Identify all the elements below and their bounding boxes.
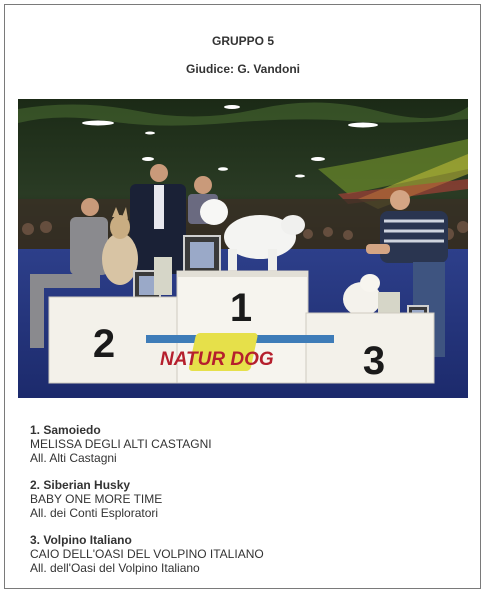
result-dog-name: MELISSA DEGLI ALTI CASTAGNI bbox=[30, 437, 212, 451]
result-entry-2 bbox=[30, 478, 264, 520]
group-title: GRUPPO 5 bbox=[211, 34, 274, 48]
result-kennel: All. Alti Castagni bbox=[30, 451, 117, 465]
result-breed-line bbox=[30, 478, 264, 492]
podium-photo bbox=[18, 99, 468, 398]
result-rank: 2. bbox=[30, 478, 41, 492]
result-breed: Siberian Husky bbox=[43, 478, 131, 492]
podium-number-3: 3 bbox=[362, 339, 386, 383]
result-breed-line bbox=[30, 533, 264, 547]
banner-text: NATUR DOG bbox=[160, 349, 274, 370]
podium-photo-illustration bbox=[18, 99, 468, 398]
results-list bbox=[30, 423, 264, 588]
result-breed: Volpino Italiano bbox=[43, 533, 132, 547]
result-breed-line bbox=[30, 423, 264, 437]
result-entry-3 bbox=[30, 533, 264, 575]
result-kennel: All. dei Conti Esploratori bbox=[30, 506, 159, 520]
result-dog-name: CAIO DELL'OASI DEL VOLPINO ITALIANO bbox=[30, 547, 264, 561]
result-breed: Samoiedo bbox=[43, 423, 101, 437]
podium-number-1: 1 bbox=[229, 286, 253, 330]
judge-line: Giudice: G. Vandoni bbox=[185, 62, 300, 76]
result-kennel: All. dell'Oasi del Volpino Italiano bbox=[30, 561, 200, 575]
result-rank: 1. bbox=[30, 423, 41, 437]
result-rank: 3. bbox=[30, 533, 41, 547]
result-entry-1 bbox=[30, 423, 264, 465]
result-dog-name: BABY ONE MORE TIME bbox=[30, 492, 163, 506]
podium-number-2: 2 bbox=[92, 322, 116, 366]
